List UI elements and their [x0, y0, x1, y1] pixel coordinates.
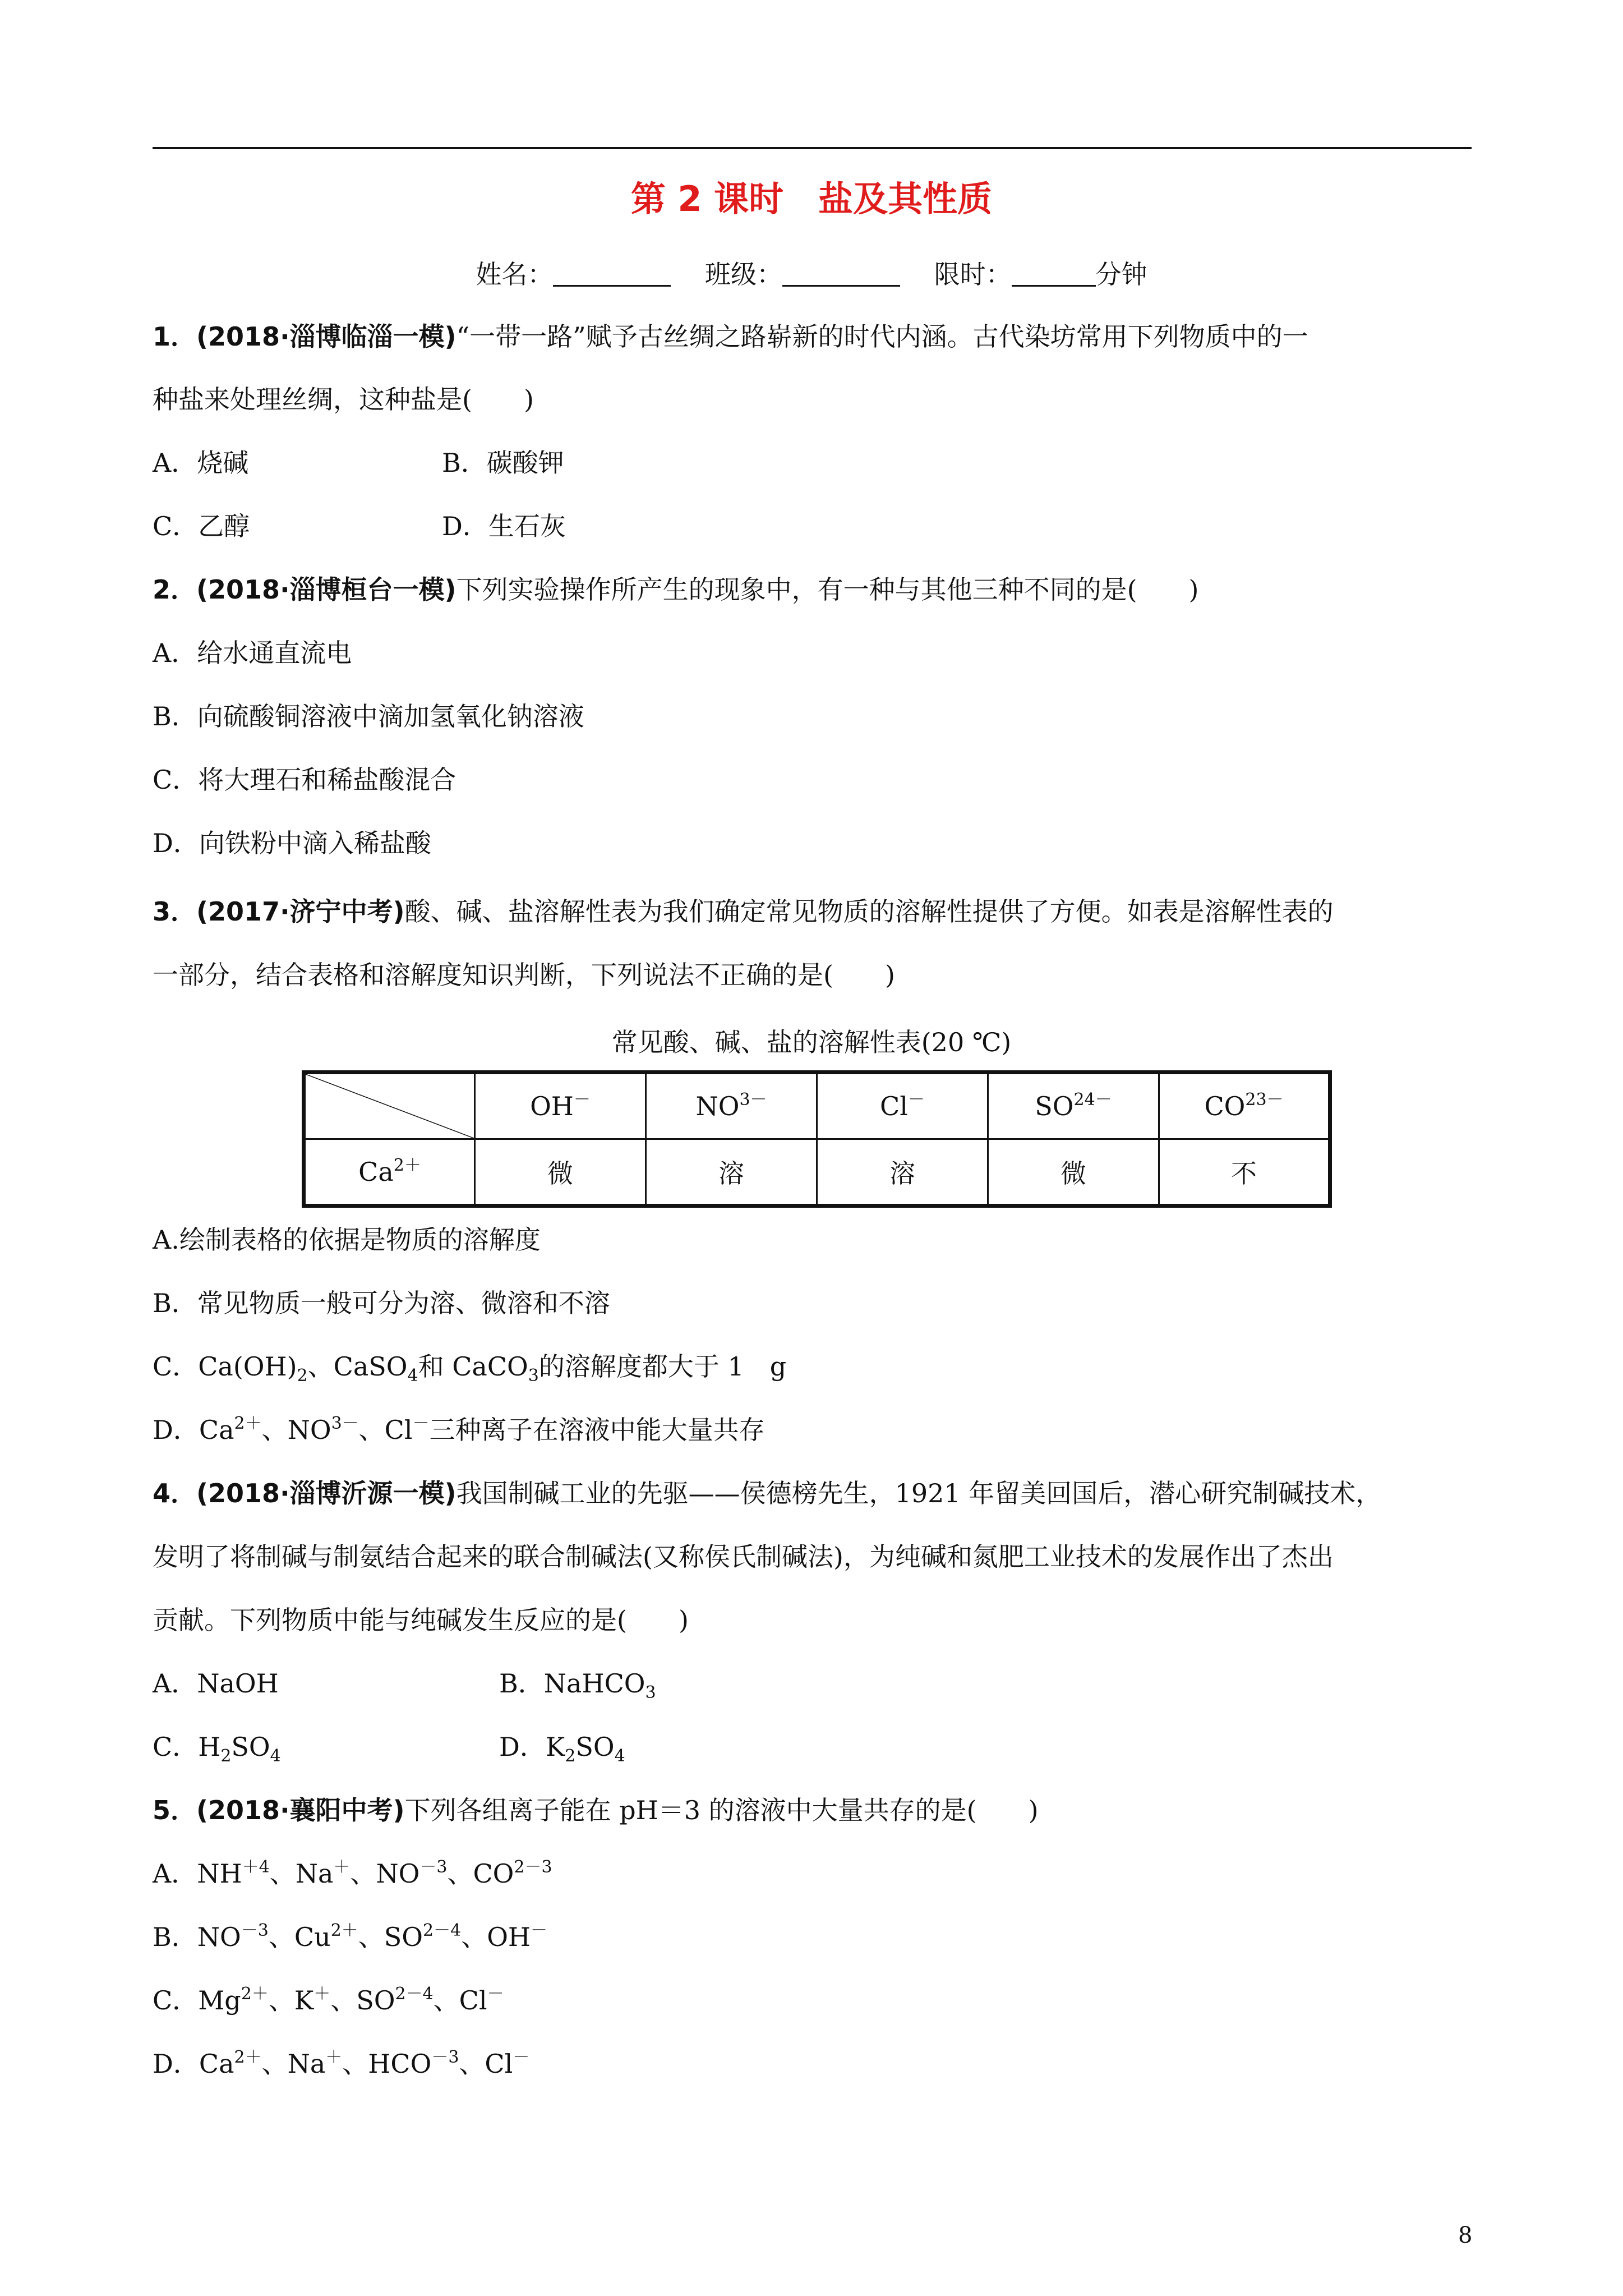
solubility-cell: 不	[1159, 1139, 1330, 1206]
table-caption: 常见酸、碱、盐的溶解性表(20 ℃)	[611, 1027, 1012, 1057]
q1-line2: 种盐来处理丝绸，这种盐是( )	[153, 384, 534, 415]
q3-source: (2017·济宁中考)	[196, 896, 405, 927]
q4-option-d: D．$K_2SO_4$	[499, 1732, 625, 1766]
q4-option-c: C．$H_2SO_4$	[153, 1732, 281, 1766]
cation-ca: $Ca^{2+}$	[304, 1139, 475, 1206]
minutes-unit: 分钟	[1095, 259, 1147, 289]
q3-option-d: D．$Ca^{2+}$、$NO^{3-}$、Cl－三种离子在溶液中能大量共存	[153, 1414, 765, 1445]
solubility-cell: 溶	[817, 1139, 988, 1206]
solubility-cell: 微	[988, 1139, 1159, 1206]
q3-option-b: B．常见物质一般可分为溶、微溶和不溶	[153, 1288, 610, 1318]
time-blank[interactable]	[1012, 263, 1096, 287]
time-label: 限时：	[934, 259, 1012, 289]
q1-number: 1．	[153, 321, 197, 352]
diagonal-header-cell	[304, 1073, 475, 1139]
q3-number: 3．	[153, 896, 197, 927]
q4-number: 4．	[153, 1478, 197, 1508]
anion-co3: $CO^{23-}$	[1159, 1073, 1330, 1139]
q3-line2: 一部分，结合表格和溶解度知识判断，下列说法不正确的是( )	[153, 960, 895, 990]
q3-stem-1: 酸、碱、盐溶解性表为我们确定常见物质的溶解性提供了方便。如表是溶解性表的	[404, 896, 1334, 927]
page-title: 第 2 课时 盐及其性质	[630, 178, 993, 219]
name-blank[interactable]	[553, 263, 671, 287]
anion-cl: Cl－	[817, 1073, 988, 1139]
anion-oh: OH－	[475, 1073, 646, 1139]
q5-option-d: D．$Ca^{2+}$、Na＋、$HCO^{-3}$、Cl－	[153, 2047, 530, 2079]
q1-option-d: D．生石灰	[442, 511, 566, 541]
q5-stem-1: 下列各组离子能在 pH＝3 的溶液中大量共存的是( )	[404, 1795, 1039, 1825]
q1-option-c: C．乙醇	[153, 511, 250, 541]
q4-line2: 发明了将制碱与制氨结合起来的联合制碱法(又称侯氏制碱法)，为纯碱和氮肥工业技术的发展作出了杰出	[153, 1542, 1334, 1572]
table-header-row	[304, 1073, 1330, 1139]
anion-so4: $SO^{24-}$	[988, 1073, 1159, 1139]
q4-option-b: B．NaHCO$_3$	[499, 1668, 656, 1703]
q3-option-c: C．$Ca(OH)_2$、CaSO$_4$和 CaCO$_3$的溶解度都大于 1 g	[153, 1351, 787, 1386]
q5-source: (2018·襄阳中考)	[196, 1795, 405, 1825]
header-rule	[153, 147, 1472, 149]
q4-source: (2018·淄博沂源一模)	[196, 1478, 457, 1508]
q5-number: 5．	[153, 1795, 197, 1825]
q5-option-b: B．$NO^{-3}$、$Cu^{2+}$、$SO^{2-4}$、OH－	[153, 1921, 548, 1952]
q1-option-a: A．烧碱	[153, 448, 249, 478]
q2-option-a: A．给水通直流电	[153, 638, 352, 668]
table-row-ca	[304, 1139, 1330, 1206]
student-info-line	[0, 254, 1623, 291]
q5-line1	[153, 1793, 1039, 1827]
q5-option-a: A．$NH^{+4}$、Na＋、$NO^{-3}$、$CO^{2-3}$	[153, 1857, 552, 1889]
class-blank[interactable]	[782, 263, 900, 287]
q4-line1	[153, 1476, 1381, 1510]
q1-line1	[153, 320, 1308, 353]
q2-option-b: B．向硫酸铜溶液中滴加氢氧化钠溶液	[153, 701, 584, 731]
q2-stem-1: 下列实验操作所产生的现象中，有一种与其他三种不同的是( )	[456, 574, 1199, 605]
solubility-cell: 溶	[646, 1139, 817, 1206]
q1-option-b: B．碳酸钾	[442, 448, 564, 478]
q2-source: (2018·淄博桓台一模)	[196, 574, 457, 605]
q2-option-d: D．向铁粉中滴入稀盐酸	[153, 828, 431, 858]
page-number: 8	[1458, 2223, 1473, 2248]
q2-option-c: C．将大理石和稀盐酸混合	[153, 765, 457, 795]
q4-option-a: A．NaOH	[153, 1668, 279, 1699]
class-label: 班级：	[705, 259, 782, 289]
q4-stem-1: 我国制碱工业的先驱——侯德榜先生，1921 年留美回国后，潜心研究制碱技术，	[456, 1478, 1382, 1508]
solubility-table	[302, 1070, 1332, 1208]
q1-source: (2018·淄博临淄一模)	[196, 321, 457, 352]
q5-option-c: C．$Mg^{2+}$、K＋、$SO^{2-4}$、Cl－	[153, 1984, 504, 2016]
solubility-cell: 微	[475, 1139, 646, 1206]
anion-no3: $NO^{3-}$	[646, 1073, 817, 1139]
name-label: 姓名：	[476, 259, 554, 289]
q3-line1	[153, 895, 1334, 928]
q4-line3: 贡献。下列物质中能与纯碱发生反应的是( )	[153, 1605, 689, 1635]
q3-option-a: A.绘制表格的依据是物质的溶解度	[153, 1225, 541, 1255]
q1-stem-1: “一带一路”赋予古丝绸之路崭新的时代内涵。古代染坊常用下列物质中的一	[456, 321, 1308, 352]
q2-number: 2．	[153, 574, 197, 605]
q2-line1	[153, 573, 1198, 606]
